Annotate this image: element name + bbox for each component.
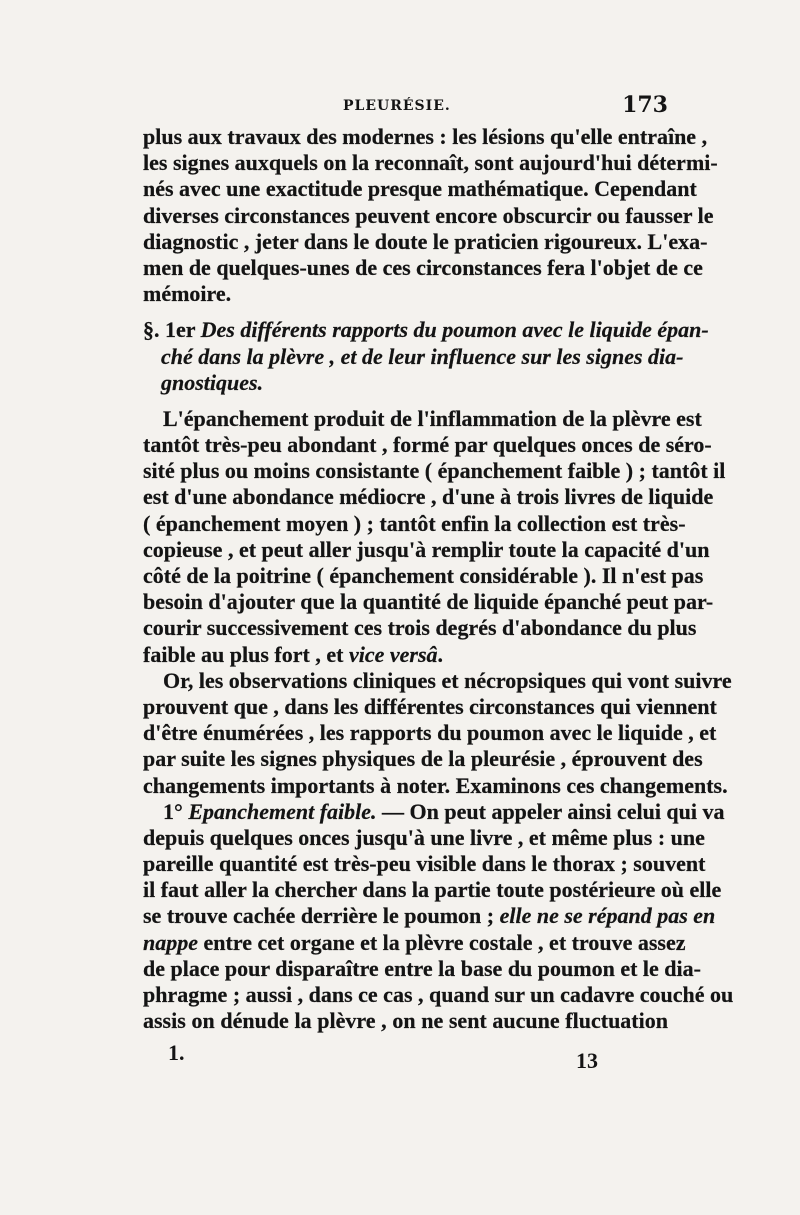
text-line: ( épanchement moyen ) ; tantôt enfin la collection est très- xyxy=(143,510,686,536)
text-line: nés avec une exactitude presque mathématique. Cependant xyxy=(143,176,697,202)
page-number: 173 xyxy=(622,92,668,118)
text-line: plus aux travaux des modernes : les lésions qu'elle entraîne , xyxy=(143,124,708,149)
text-line: nappe entre cet organe et la plèvre costale , et trouve assez xyxy=(143,929,686,955)
text-line: mémoire. xyxy=(143,281,232,307)
italic-phrase: nappe xyxy=(143,929,198,955)
volume-number: 1. xyxy=(168,1040,185,1065)
text-line: pareille quantité est très-peu visible dans le thorax ; souvent xyxy=(143,851,706,877)
text-line: faible au plus fort , et vice versâ. xyxy=(143,641,444,667)
text-line: les signes auxquels on la reconnaît, sont aujourd'hui détermi- xyxy=(143,150,718,176)
section-title: ché dans la plèvre , et de leur influence sur les signes dia- xyxy=(161,343,684,369)
italic-phrase: elle ne se répand pas en xyxy=(499,903,716,929)
text-line: phragme ; aussi , dans ce cas , quand sur un cadavre couché ou xyxy=(143,982,734,1007)
text-line: depuis quelques onces jusqu'à une livre , et même plus : une xyxy=(143,824,705,850)
book-page xyxy=(143,92,734,1034)
section-number: §. 1er xyxy=(143,317,196,343)
text-line: d'être énumérées , les rapports du poumon avec le liquide , et xyxy=(143,720,717,746)
text-line: men de quelques-unes de ces circonstances fera l'objet de ce xyxy=(143,254,703,280)
text-line: se trouve cachée derrière le poumon ; elle ne se répand pas en xyxy=(143,903,716,929)
text-line: changements importants à noter. Examinons ces changements. xyxy=(143,772,728,798)
running-head xyxy=(143,92,668,124)
text-line: sité plus ou moins consistante ( épanchement faible ) ; tantôt il xyxy=(143,458,726,484)
text-line: de place pour disparaître entre la base du poumon et le dia- xyxy=(143,955,701,981)
running-title: PLEURÉSIE. xyxy=(343,98,451,114)
text-line: prouvent que , dans les différentes circonstances qui viennent xyxy=(143,693,717,719)
subsection-title: Epanchement faible. xyxy=(188,798,377,824)
text-line: diagnostic , jeter dans le doute le praticien rigoureux. L'exa- xyxy=(143,228,708,254)
text-line: 1° Epanchement faible. — On peut appeler ainsi celui qui va xyxy=(163,798,725,824)
signature-mark: 13 xyxy=(576,1048,598,1073)
text-line: il faut aller la chercher dans la partie toute postérieure où elle xyxy=(143,877,722,903)
italic-phrase: vice versâ xyxy=(348,641,438,667)
section-title: gnostiques. xyxy=(161,369,264,395)
text-line: tantôt très-peu abondant , formé par quelques onces de séro- xyxy=(143,432,712,458)
section-title: Des différents rapports du poumon avec le liquide épan- xyxy=(200,317,709,343)
text-line: est d'une abondance médiocre , d'une à trois livres de liquide xyxy=(143,484,714,510)
text-line: copieuse , et peut aller jusqu'à remplir toute la capacité d'un xyxy=(143,536,710,562)
text-line: côté de la poitrine ( épanchement considérable ). Il n'est pas xyxy=(143,563,704,588)
text-line: courir successivement ces trois degrés d'abondance du plus xyxy=(143,615,697,641)
text-line: besoin d'ajouter que la quantité de liquide épanché peut par- xyxy=(143,589,714,615)
text-line: diverses circonstances peuvent encore obscurcir ou fausser le xyxy=(143,202,714,228)
text-line: par suite les signes physiques de la pleurésie , éprouvent des xyxy=(143,746,703,772)
text-line: assis on dénude la plèvre , on ne sent aucune fluctuation xyxy=(143,1008,668,1034)
section-heading-line xyxy=(143,317,709,343)
text-line: Or, les observations cliniques et nécropsiques qui vont suivre xyxy=(163,667,732,693)
page-footer xyxy=(168,1040,598,1080)
text-line: L'épanchement produit de l'inflammation de la plèvre est xyxy=(163,405,702,431)
